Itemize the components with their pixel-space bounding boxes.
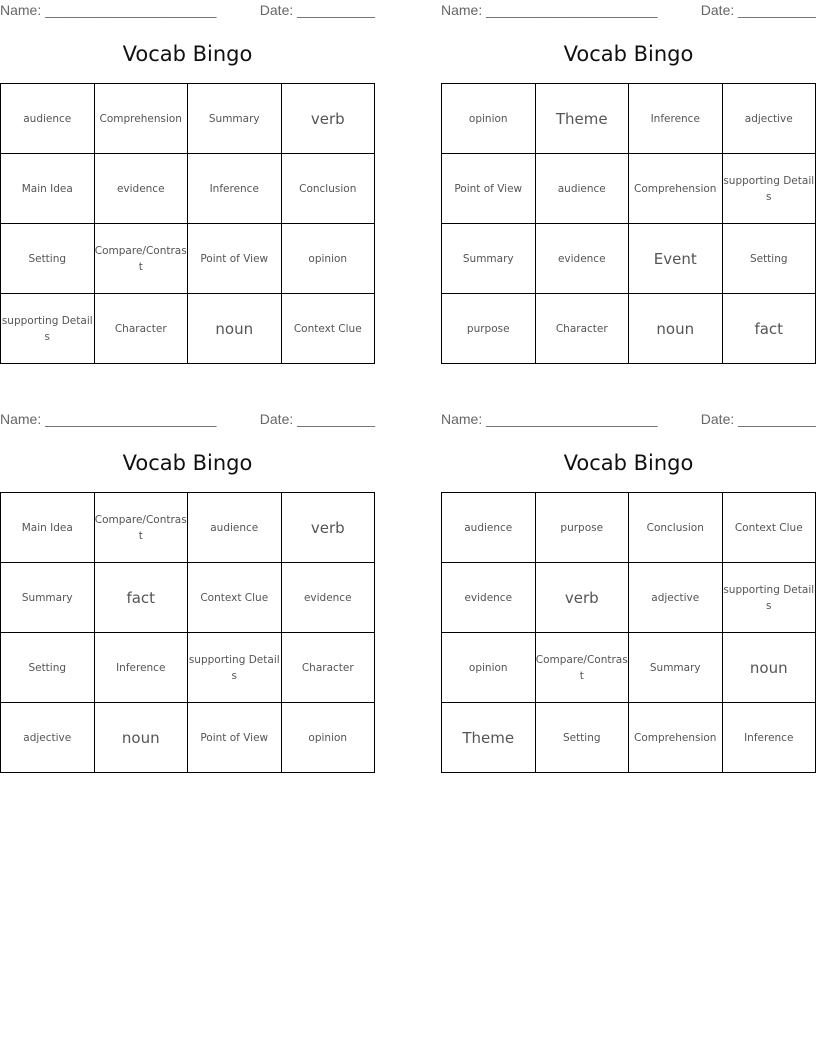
bingo-cell: Summary	[442, 224, 536, 294]
bingo-cell: fact	[722, 294, 816, 364]
bingo-grid	[0, 492, 375, 773]
bingo-cell: Main Idea	[1, 493, 95, 563]
card-title: Vocab Bingo	[122, 42, 253, 66]
bingo-cell: audience	[1, 84, 95, 154]
bingo-cell: Character	[94, 294, 188, 364]
grid-row	[442, 493, 816, 563]
card-header	[0, 0, 375, 22]
bingo-cell: Context Clue	[188, 563, 282, 633]
bingo-cell: supporting Details	[1, 294, 95, 364]
card-header	[441, 0, 816, 22]
bingo-cell: supporting Details	[188, 633, 282, 703]
bingo-cell: opinion	[281, 224, 375, 294]
bingo-cell: Theme	[535, 84, 629, 154]
card-title: Vocab Bingo	[563, 42, 694, 66]
grid-row	[1, 84, 375, 154]
date-field: Date: __________	[259, 2, 375, 18]
bingo-cell: audience	[188, 493, 282, 563]
bingo-cell: Inference	[629, 84, 723, 154]
card-header	[441, 409, 816, 431]
bingo-cell: Summary	[629, 633, 723, 703]
name-field: Name: ______________________	[441, 2, 658, 18]
grid-row	[442, 84, 816, 154]
bingo-cell: adjective	[629, 563, 723, 633]
grid-row	[1, 703, 375, 773]
date-field: Date: __________	[700, 411, 816, 427]
bingo-cell: opinion	[281, 703, 375, 773]
bingo-cell: Conclusion	[281, 154, 375, 224]
card-title: Vocab Bingo	[122, 451, 253, 475]
bingo-cell: Context Clue	[722, 493, 816, 563]
grid-row	[442, 703, 816, 773]
bingo-cell: Setting	[1, 633, 95, 703]
bingo-cell: verb	[281, 84, 375, 154]
bingo-cell: verb	[281, 493, 375, 563]
bingo-cell: noun	[722, 633, 816, 703]
bingo-cell: noun	[629, 294, 723, 364]
bingo-cell: evidence	[442, 563, 536, 633]
grid-row	[442, 294, 816, 364]
bingo-cell: Event	[629, 224, 723, 294]
bingo-cell: Point of View	[442, 154, 536, 224]
grid-row	[1, 224, 375, 294]
bingo-cell: supporting Details	[722, 154, 816, 224]
bingo-cell: supporting Details	[722, 563, 816, 633]
bingo-cell: Setting	[1, 224, 95, 294]
bingo-cell: Context Clue	[281, 294, 375, 364]
date-field: Date: __________	[259, 411, 375, 427]
bingo-cell: Inference	[94, 633, 188, 703]
bingo-cell: opinion	[442, 84, 536, 154]
date-field: Date: __________	[700, 2, 816, 18]
bingo-cell: Setting	[535, 703, 629, 773]
bingo-cell: noun	[94, 703, 188, 773]
bingo-cell: noun	[188, 294, 282, 364]
bingo-grid	[441, 492, 816, 773]
bingo-cell: Setting	[722, 224, 816, 294]
bingo-cell: verb	[535, 563, 629, 633]
bingo-cell: Theme	[442, 703, 536, 773]
bingo-cell: Compare/Contrast	[94, 224, 188, 294]
grid-row	[1, 493, 375, 563]
bingo-cell: Summary	[1, 563, 95, 633]
bingo-cell: Summary	[188, 84, 282, 154]
grid-row	[1, 633, 375, 703]
bingo-cell: fact	[94, 563, 188, 633]
name-field: Name: ______________________	[441, 411, 658, 427]
bingo-cell: evidence	[535, 224, 629, 294]
grid-row	[442, 224, 816, 294]
bingo-cell: audience	[442, 493, 536, 563]
bingo-cell: purpose	[442, 294, 536, 364]
bingo-grid	[0, 83, 375, 364]
grid-row	[1, 563, 375, 633]
bingo-cell: Inference	[722, 703, 816, 773]
grid-row	[1, 154, 375, 224]
bingo-cell: Point of View	[188, 703, 282, 773]
bingo-cell: evidence	[281, 563, 375, 633]
grid-row	[442, 633, 816, 703]
grid-row	[442, 154, 816, 224]
bingo-cell: evidence	[94, 154, 188, 224]
grid-row	[442, 563, 816, 633]
name-field: Name: ______________________	[0, 411, 217, 427]
bingo-cell: Point of View	[188, 224, 282, 294]
bingo-cell: Conclusion	[629, 493, 723, 563]
bingo-cell: purpose	[535, 493, 629, 563]
bingo-cell: Compare/Contrast	[535, 633, 629, 703]
bingo-cell: adjective	[1, 703, 95, 773]
bingo-cell: Inference	[188, 154, 282, 224]
bingo-cell: Main Idea	[1, 154, 95, 224]
bingo-cell: Comprehension	[629, 154, 723, 224]
bingo-cell: audience	[535, 154, 629, 224]
grid-row	[1, 294, 375, 364]
card-title: Vocab Bingo	[563, 451, 694, 475]
bingo-cell: adjective	[722, 84, 816, 154]
bingo-cell: Compare/Contrast	[94, 493, 188, 563]
bingo-grid	[441, 83, 816, 364]
bingo-cell: Character	[535, 294, 629, 364]
bingo-cell: Character	[281, 633, 375, 703]
name-field: Name: ______________________	[0, 2, 217, 18]
card-header	[0, 409, 375, 431]
bingo-cell: Comprehension	[94, 84, 188, 154]
bingo-cell: opinion	[442, 633, 536, 703]
bingo-cell: Comprehension	[629, 703, 723, 773]
